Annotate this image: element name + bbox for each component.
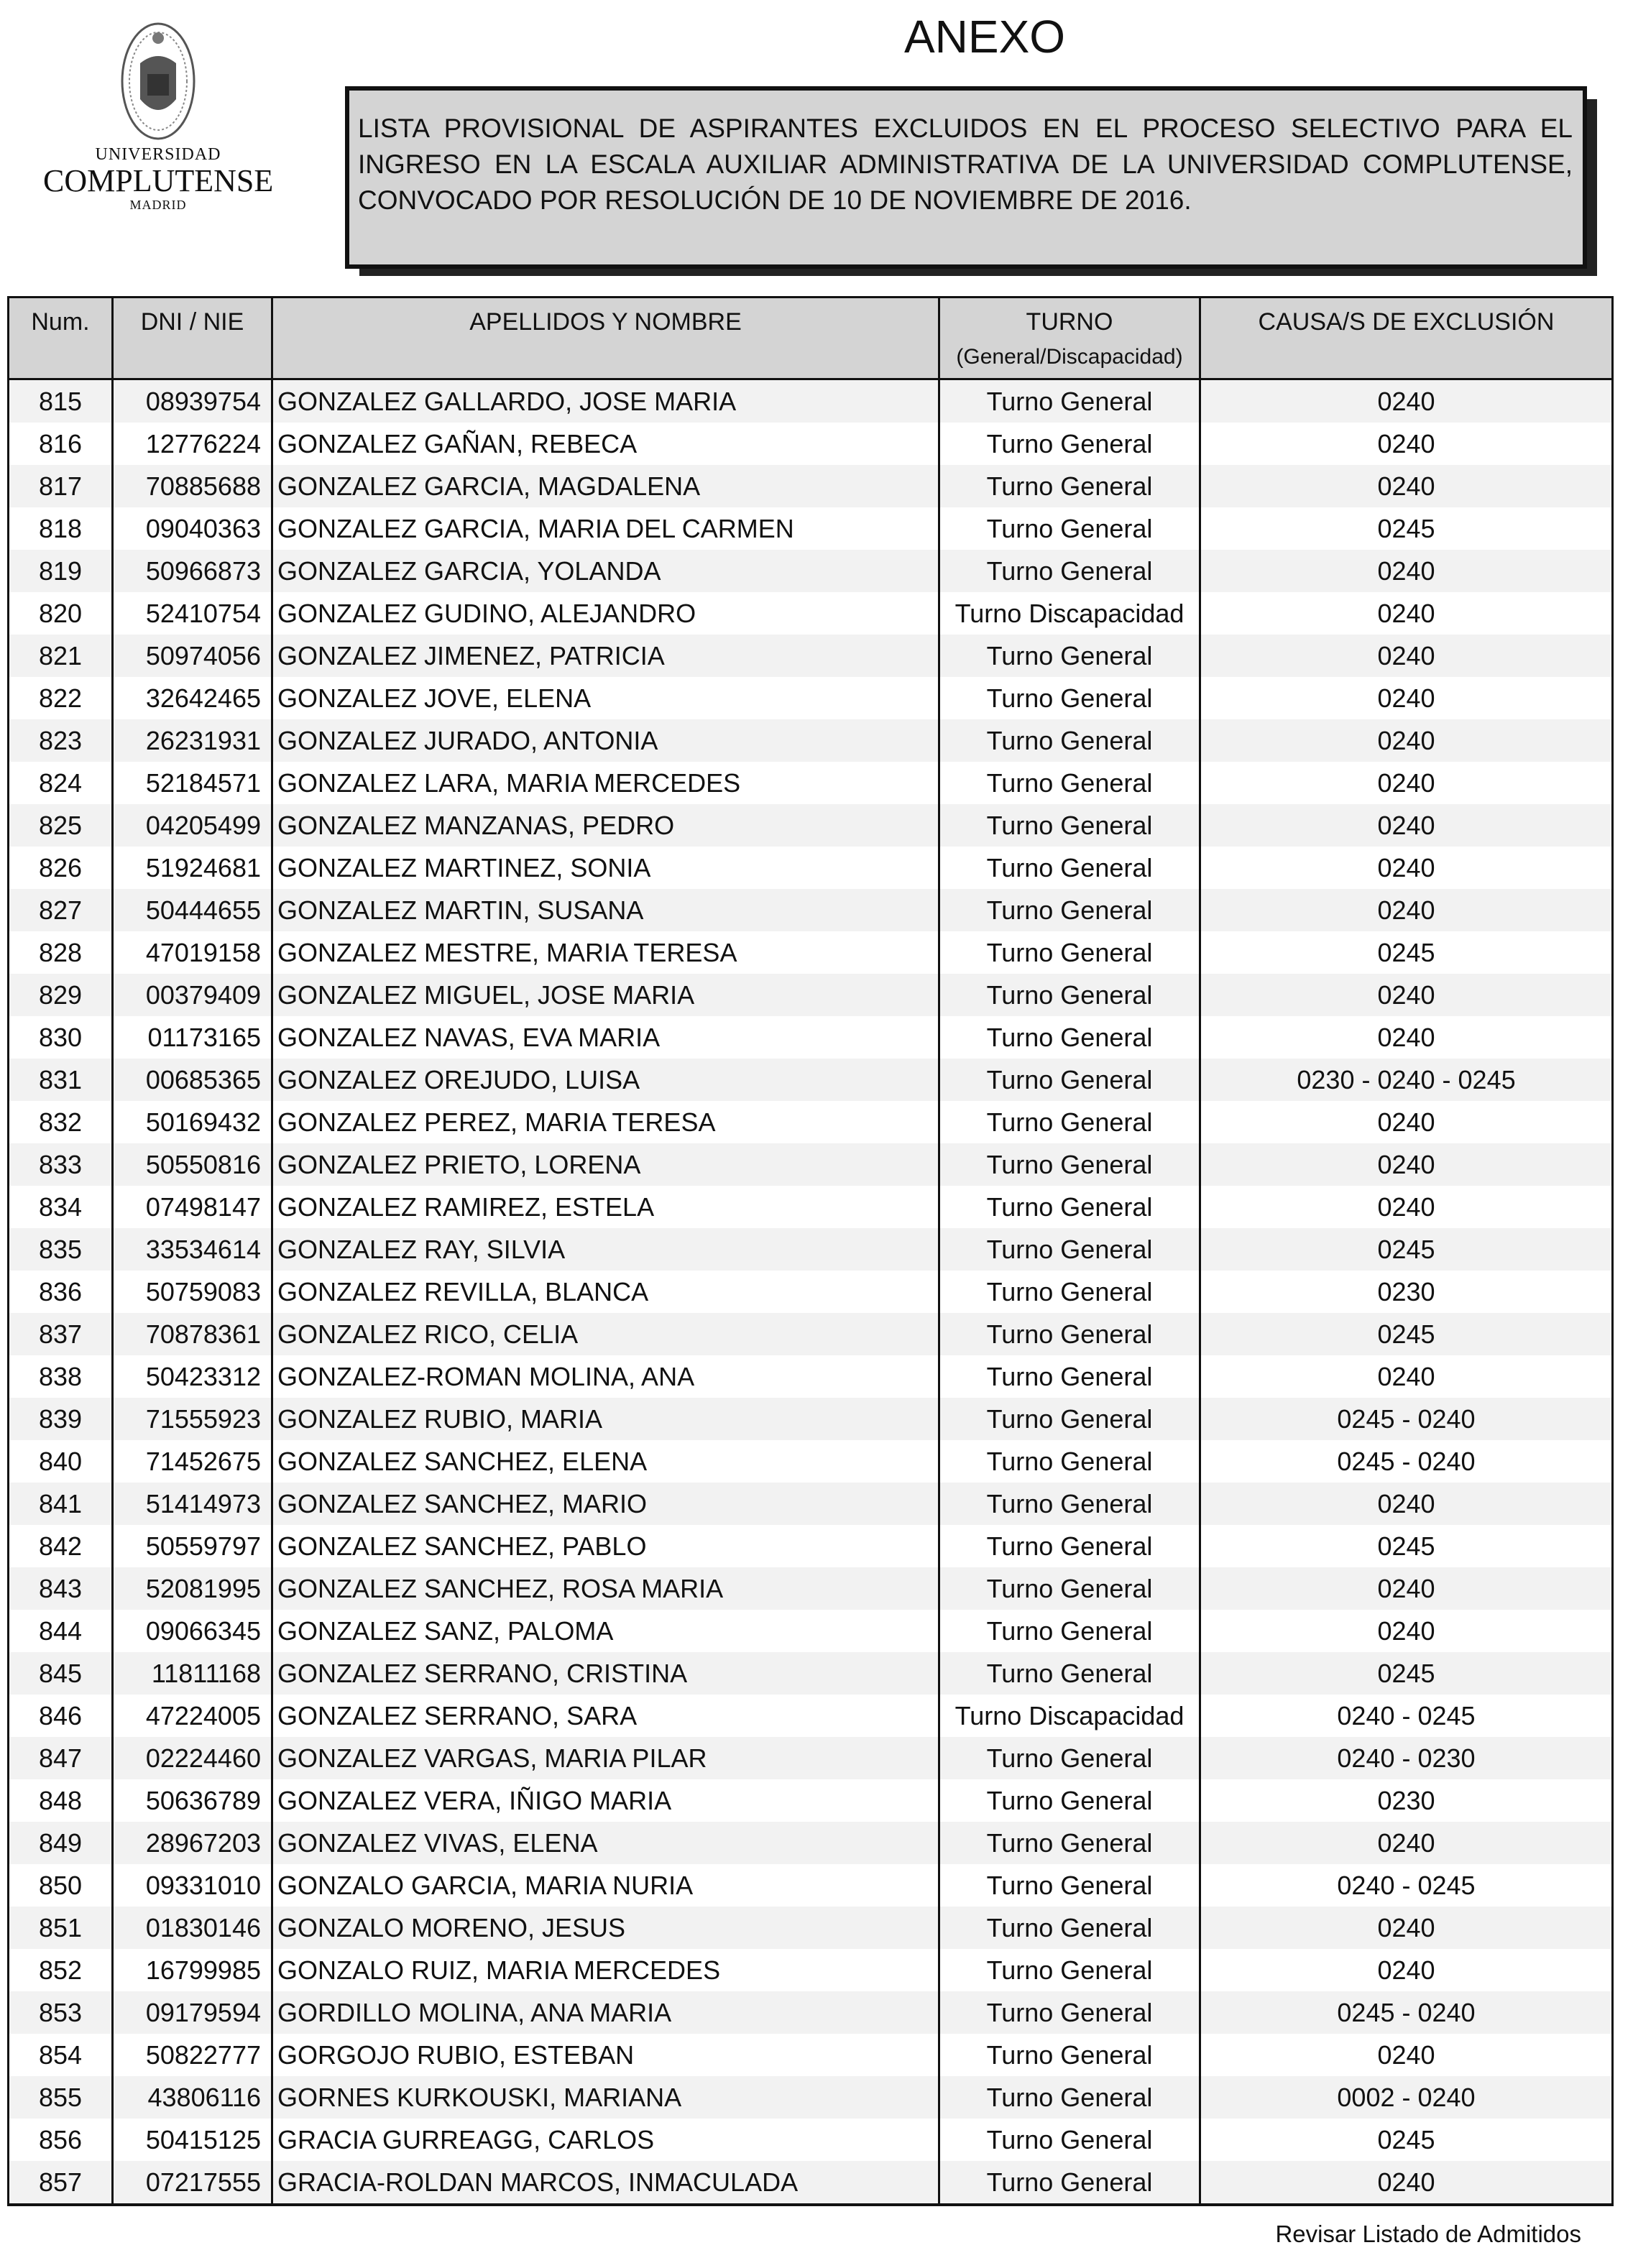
cell-causa: 0240 [1200, 719, 1613, 762]
cell-dni: 50822777 [113, 2034, 272, 2076]
cell-name: GONZALEZ SANCHEZ, PABLO [272, 1525, 939, 1567]
cell-turno: Turno General [939, 1949, 1200, 1991]
cell-num: 835 [9, 1228, 113, 1271]
cell-causa: 0240 [1200, 974, 1613, 1016]
cell-dni: 47019158 [113, 931, 272, 974]
cell-name: GONZALO MORENO, JESUS [272, 1907, 939, 1949]
cell-num: 849 [9, 1822, 113, 1864]
cell-num: 843 [9, 1567, 113, 1610]
cell-causa: 0240 [1200, 1143, 1613, 1186]
cell-dni: 00685365 [113, 1059, 272, 1101]
table-row [9, 1228, 1613, 1271]
cell-turno: Turno General [939, 1271, 1200, 1313]
cell-dni: 70885688 [113, 465, 272, 507]
cell-causa: 0230 - 0240 - 0245 [1200, 1059, 1613, 1101]
cell-num: 846 [9, 1695, 113, 1737]
cell-causa: 0240 - 0245 [1200, 1695, 1613, 1737]
cell-num: 834 [9, 1186, 113, 1228]
cell-name: GONZALEZ GUDINO, ALEJANDRO [272, 592, 939, 635]
cell-causa: 0245 - 0240 [1200, 1398, 1613, 1440]
cell-turno: Turno General [939, 889, 1200, 931]
cell-num: 836 [9, 1271, 113, 1313]
cell-dni: 71555923 [113, 1398, 272, 1440]
cell-turno: Turno General [939, 550, 1200, 592]
cell-name: GONZALEZ SANCHEZ, ROSA MARIA [272, 1567, 939, 1610]
cell-turno: Turno General [939, 1440, 1200, 1483]
table-row [9, 550, 1613, 592]
cell-causa: 0240 [1200, 1186, 1613, 1228]
cell-name: GONZALEZ RAMIREZ, ESTELA [272, 1186, 939, 1228]
table-row [9, 1652, 1613, 1695]
cell-name: GRACIA GURREAGG, CARLOS [272, 2119, 939, 2161]
cell-turno: Turno General [939, 1059, 1200, 1101]
cell-dni: 52410754 [113, 592, 272, 635]
cell-name: GONZALEZ SERRANO, SARA [272, 1695, 939, 1737]
cell-turno: Turno General [939, 804, 1200, 847]
cell-dni: 04205499 [113, 804, 272, 847]
table-row [9, 1143, 1613, 1186]
cell-dni: 33534614 [113, 1228, 272, 1271]
cell-turno: Turno General [939, 379, 1200, 423]
cell-num: 838 [9, 1355, 113, 1398]
footer-note: Revisar Listado de Admitidos [1275, 2221, 1581, 2247]
cell-num: 826 [9, 847, 113, 889]
cell-dni: 51414973 [113, 1483, 272, 1525]
cell-dni: 50559797 [113, 1525, 272, 1567]
cell-name: GONZALO GARCIA, MARIA NURIA [272, 1864, 939, 1907]
excluded-candidates-table [7, 296, 1614, 2206]
cell-causa: 0240 [1200, 847, 1613, 889]
cell-turno: Turno General [939, 1737, 1200, 1779]
cell-num: 840 [9, 1440, 113, 1483]
cell-name: GONZALEZ SANZ, PALOMA [272, 1610, 939, 1652]
table-row [9, 2034, 1613, 2076]
cell-causa: 0240 [1200, 1822, 1613, 1864]
cell-turno: Turno General [939, 2034, 1200, 2076]
cell-num: 815 [9, 379, 113, 423]
cell-causa: 0245 - 0240 [1200, 1440, 1613, 1483]
cell-name: GONZALEZ LARA, MARIA MERCEDES [272, 762, 939, 804]
cell-turno: Turno General [939, 1313, 1200, 1355]
table-row [9, 1949, 1613, 1991]
cell-dni: 52081995 [113, 1567, 272, 1610]
cell-dni: 26231931 [113, 719, 272, 762]
cell-causa: 0245 - 0240 [1200, 1991, 1613, 2034]
table-row [9, 1567, 1613, 1610]
cell-num: 855 [9, 2076, 113, 2119]
cell-dni: 43806116 [113, 2076, 272, 2119]
table-row [9, 1737, 1613, 1779]
cell-name: GONZALEZ JURADO, ANTONIA [272, 719, 939, 762]
column-header-num: Num. [9, 298, 113, 379]
cell-turno: Turno General [939, 1567, 1200, 1610]
table-row [9, 1059, 1613, 1101]
cell-name: GONZALEZ REVILLA, BLANCA [272, 1271, 939, 1313]
cell-name: GONZALEZ PRIETO, LORENA [272, 1143, 939, 1186]
cell-num: 819 [9, 550, 113, 592]
cell-num: 842 [9, 1525, 113, 1567]
table-row [9, 2161, 1613, 2205]
table-row [9, 2076, 1613, 2119]
cell-name: GONZALEZ GALLARDO, JOSE MARIA [272, 379, 939, 423]
cell-name: GONZALEZ VARGAS, MARIA PILAR [272, 1737, 939, 1779]
table-row [9, 423, 1613, 465]
cell-dni: 16799985 [113, 1949, 272, 1991]
cell-dni: 32642465 [113, 677, 272, 719]
table-row [9, 1483, 1613, 1525]
cell-turno: Turno General [939, 465, 1200, 507]
cell-dni: 50423312 [113, 1355, 272, 1398]
cell-dni: 50444655 [113, 889, 272, 931]
cell-dni: 01830146 [113, 1907, 272, 1949]
cell-name: GONZALEZ OREJUDO, LUISA [272, 1059, 939, 1101]
cell-name: GONZALEZ MARTIN, SUSANA [272, 889, 939, 931]
cell-turno: Turno General [939, 931, 1200, 974]
cell-turno: Turno General [939, 762, 1200, 804]
table-row [9, 1695, 1613, 1737]
table-row [9, 1907, 1613, 1949]
cell-causa: 0002 - 0240 [1200, 2076, 1613, 2119]
document-subtitle: LISTA PROVISIONAL DE ASPIRANTES EXCLUIDOS EN EL PROCESO SELECTIVO PARA EL INGRESO EN LA ESCALA AUXILIAR ADMINISTRATIVA DE LA UNIVERSIDAD COMPLUTENSE, CONVOCADO POR RESOLUCIÓN DE 10 DE NOVIEMBRE DE 2016. [358, 114, 1573, 215]
cell-turno: Turno General [939, 974, 1200, 1016]
turno-sublabel: (General/Discapacidad) [956, 345, 1183, 369]
column-header-turno [939, 298, 1200, 379]
cell-causa: 0240 [1200, 635, 1613, 677]
cell-causa: 0240 [1200, 2034, 1613, 2076]
cell-turno: Turno Discapacidad [939, 1695, 1200, 1737]
cell-turno: Turno General [939, 847, 1200, 889]
cell-name: GONZALEZ MESTRE, MARIA TERESA [272, 931, 939, 974]
table-row [9, 719, 1613, 762]
cell-name: GONZALEZ RICO, CELIA [272, 1313, 939, 1355]
cell-num: 847 [9, 1737, 113, 1779]
cell-num: 830 [9, 1016, 113, 1059]
cell-dni: 11811168 [113, 1652, 272, 1695]
cell-causa: 0240 [1200, 1907, 1613, 1949]
cell-num: 823 [9, 719, 113, 762]
cell-dni: 09066345 [113, 1610, 272, 1652]
cell-causa: 0245 [1200, 507, 1613, 550]
cell-dni: 50966873 [113, 550, 272, 592]
cell-turno: Turno Discapacidad [939, 592, 1200, 635]
cell-name: GONZALEZ VERA, IÑIGO MARIA [272, 1779, 939, 1822]
logo-line-universidad: UNIVERSIDAD [95, 145, 221, 164]
cell-dni: 08939754 [113, 379, 272, 423]
cell-dni: 47224005 [113, 1695, 272, 1737]
cell-num: 828 [9, 931, 113, 974]
cell-num: 822 [9, 677, 113, 719]
table-row [9, 677, 1613, 719]
cell-num: 844 [9, 1610, 113, 1652]
cell-causa: 0245 [1200, 1525, 1613, 1567]
cell-num: 852 [9, 1949, 113, 1991]
table-row [9, 1779, 1613, 1822]
cell-dni: 01173165 [113, 1016, 272, 1059]
cell-name: GONZALEZ SANCHEZ, MARIO [272, 1483, 939, 1525]
logo-line-madrid: MADRID [129, 198, 187, 212]
cell-num: 854 [9, 2034, 113, 2076]
cell-causa: 0245 [1200, 931, 1613, 974]
cell-name: GONZALEZ JIMENEZ, PATRICIA [272, 635, 939, 677]
cell-causa: 0240 [1200, 1567, 1613, 1610]
cell-num: 831 [9, 1059, 113, 1101]
cell-turno: Turno General [939, 635, 1200, 677]
cell-turno: Turno General [939, 1186, 1200, 1228]
table-row [9, 1864, 1613, 1907]
cell-causa: 0240 [1200, 379, 1613, 423]
cell-dni: 09331010 [113, 1864, 272, 1907]
cell-dni: 50169432 [113, 1101, 272, 1143]
cell-name: GONZALEZ MIGUEL, JOSE MARIA [272, 974, 939, 1016]
table-row [9, 1271, 1613, 1313]
cell-num: 845 [9, 1652, 113, 1695]
turno-label: TURNO [1026, 308, 1113, 336]
table-row [9, 2119, 1613, 2161]
cell-turno: Turno General [939, 719, 1200, 762]
cell-causa: 0240 [1200, 550, 1613, 592]
cell-turno: Turno General [939, 1822, 1200, 1864]
cell-num: 820 [9, 592, 113, 635]
cell-turno: Turno General [939, 2076, 1200, 2119]
table-row [9, 1525, 1613, 1567]
cell-num: 821 [9, 635, 113, 677]
cell-causa: 0240 - 0245 [1200, 1864, 1613, 1907]
cell-turno: Turno General [939, 2161, 1200, 2205]
table-row [9, 592, 1613, 635]
cell-name: GONZALEZ SERRANO, CRISTINA [272, 1652, 939, 1695]
cell-num: 851 [9, 1907, 113, 1949]
table-row [9, 847, 1613, 889]
cell-num: 853 [9, 1991, 113, 2034]
cell-num: 839 [9, 1398, 113, 1440]
cell-dni: 70878361 [113, 1313, 272, 1355]
cell-name: GONZALEZ RAY, SILVIA [272, 1228, 939, 1271]
cell-dni: 02224460 [113, 1737, 272, 1779]
cell-causa: 0230 [1200, 1779, 1613, 1822]
table-row [9, 379, 1613, 423]
cell-dni: 71452675 [113, 1440, 272, 1483]
cell-causa: 0240 [1200, 1101, 1613, 1143]
university-seal-icon [119, 20, 198, 142]
table-row [9, 1991, 1613, 2034]
cell-turno: Turno General [939, 1483, 1200, 1525]
column-header-dni: DNI / NIE [113, 298, 272, 379]
cell-name: GORDILLO MOLINA, ANA MARIA [272, 1991, 939, 2034]
cell-name: GONZALEZ GARCIA, MARIA DEL CARMEN [272, 507, 939, 550]
table-row [9, 1186, 1613, 1228]
university-logo [43, 20, 273, 229]
cell-causa: 0245 [1200, 1313, 1613, 1355]
cell-causa: 0240 [1200, 465, 1613, 507]
table-header-row [9, 298, 1613, 379]
cell-causa: 0240 [1200, 1016, 1613, 1059]
cell-name: GRACIA-ROLDAN MARCOS, INMACULADA [272, 2161, 939, 2205]
table-row [9, 762, 1613, 804]
cell-name: GONZALEZ VIVAS, ELENA [272, 1822, 939, 1864]
cell-num: 824 [9, 762, 113, 804]
cell-causa: 0240 [1200, 762, 1613, 804]
table-row [9, 974, 1613, 1016]
table-row [9, 1355, 1613, 1398]
cell-name: GONZALEZ-ROMAN MOLINA, ANA [272, 1355, 939, 1398]
cell-dni: 52184571 [113, 762, 272, 804]
cell-turno: Turno General [939, 423, 1200, 465]
page-title: ANEXO [903, 11, 1066, 63]
cell-turno: Turno General [939, 507, 1200, 550]
cell-causa: 0240 [1200, 804, 1613, 847]
cell-causa: 0240 [1200, 1355, 1613, 1398]
cell-name: GONZALEZ RUBIO, MARIA [272, 1398, 939, 1440]
cell-turno: Turno General [939, 1864, 1200, 1907]
cell-turno: Turno General [939, 1355, 1200, 1398]
cell-causa: 0240 [1200, 1483, 1613, 1525]
cell-num: 848 [9, 1779, 113, 1822]
table-row [9, 1610, 1613, 1652]
table-row [9, 804, 1613, 847]
table-row [9, 1016, 1613, 1059]
cell-dni: 28967203 [113, 1822, 272, 1864]
cell-dni: 09179594 [113, 1991, 272, 2034]
cell-name: GONZALEZ GAÑAN, REBECA [272, 423, 939, 465]
column-header-causa: CAUSA/S DE EXCLUSIÓN [1200, 298, 1613, 379]
table-row [9, 1101, 1613, 1143]
title-box [345, 86, 1587, 269]
table-row [9, 889, 1613, 931]
cell-name: GORNES KURKOUSKI, MARIANA [272, 2076, 939, 2119]
cell-causa: 0240 [1200, 889, 1613, 931]
cell-dni: 00379409 [113, 974, 272, 1016]
cell-num: 833 [9, 1143, 113, 1186]
cell-name: GONZALEZ GARCIA, YOLANDA [272, 550, 939, 592]
cell-num: 817 [9, 465, 113, 507]
table-row [9, 1440, 1613, 1483]
cell-turno: Turno General [939, 1228, 1200, 1271]
cell-causa: 0245 [1200, 2119, 1613, 2161]
table-row [9, 507, 1613, 550]
cell-dni: 07498147 [113, 1186, 272, 1228]
cell-turno: Turno General [939, 2119, 1200, 2161]
cell-num: 816 [9, 423, 113, 465]
cell-causa: 0240 [1200, 2161, 1613, 2205]
cell-dni: 12776224 [113, 423, 272, 465]
table-row [9, 465, 1613, 507]
logo-line-complutense: COMPLUTENSE [43, 163, 274, 198]
cell-causa: 0240 [1200, 677, 1613, 719]
cell-name: GONZALEZ SANCHEZ, ELENA [272, 1440, 939, 1483]
cell-num: 818 [9, 507, 113, 550]
cell-dni: 07217555 [113, 2161, 272, 2205]
cell-causa: 0245 [1200, 1652, 1613, 1695]
cell-causa: 0230 [1200, 1271, 1613, 1313]
cell-turno: Turno General [939, 1016, 1200, 1059]
cell-dni: 50415125 [113, 2119, 272, 2161]
cell-name: GONZALEZ PEREZ, MARIA TERESA [272, 1101, 939, 1143]
cell-name: GONZALO RUIZ, MARIA MERCEDES [272, 1949, 939, 1991]
cell-num: 841 [9, 1483, 113, 1525]
table-row [9, 931, 1613, 974]
cell-turno: Turno General [939, 1610, 1200, 1652]
cell-name: GONZALEZ NAVAS, EVA MARIA [272, 1016, 939, 1059]
cell-causa: 0245 [1200, 1228, 1613, 1271]
table-row [9, 1313, 1613, 1355]
table-row [9, 1398, 1613, 1440]
cell-num: 850 [9, 1864, 113, 1907]
cell-causa: 0240 [1200, 592, 1613, 635]
cell-turno: Turno General [939, 1398, 1200, 1440]
cell-dni: 50550816 [113, 1143, 272, 1186]
cell-turno: Turno General [939, 1652, 1200, 1695]
cell-num: 829 [9, 974, 113, 1016]
cell-causa: 0240 [1200, 1610, 1613, 1652]
table-row [9, 635, 1613, 677]
cell-num: 837 [9, 1313, 113, 1355]
cell-dni: 50636789 [113, 1779, 272, 1822]
cell-causa: 0240 - 0230 [1200, 1737, 1613, 1779]
cell-turno: Turno General [939, 1143, 1200, 1186]
cell-turno: Turno General [939, 677, 1200, 719]
cell-dni: 50974056 [113, 635, 272, 677]
cell-name: GONZALEZ MANZANAS, PEDRO [272, 804, 939, 847]
cell-name: GORGOJO RUBIO, ESTEBAN [272, 2034, 939, 2076]
column-header-name: APELLIDOS Y NOMBRE [272, 298, 939, 379]
cell-dni: 09040363 [113, 507, 272, 550]
cell-dni: 51924681 [113, 847, 272, 889]
cell-name: GONZALEZ MARTINEZ, SONIA [272, 847, 939, 889]
cell-turno: Turno General [939, 1525, 1200, 1567]
cell-dni: 50759083 [113, 1271, 272, 1313]
cell-num: 827 [9, 889, 113, 931]
cell-name: GONZALEZ JOVE, ELENA [272, 677, 939, 719]
cell-causa: 0240 [1200, 1949, 1613, 1991]
cell-causa: 0240 [1200, 423, 1613, 465]
cell-num: 856 [9, 2119, 113, 2161]
cell-turno: Turno General [939, 1991, 1200, 2034]
cell-name: GONZALEZ GARCIA, MAGDALENA [272, 465, 939, 507]
cell-turno: Turno General [939, 1779, 1200, 1822]
cell-turno: Turno General [939, 1907, 1200, 1949]
table-row [9, 1822, 1613, 1864]
cell-num: 857 [9, 2161, 113, 2205]
cell-turno: Turno General [939, 1101, 1200, 1143]
cell-num: 832 [9, 1101, 113, 1143]
cell-num: 825 [9, 804, 113, 847]
